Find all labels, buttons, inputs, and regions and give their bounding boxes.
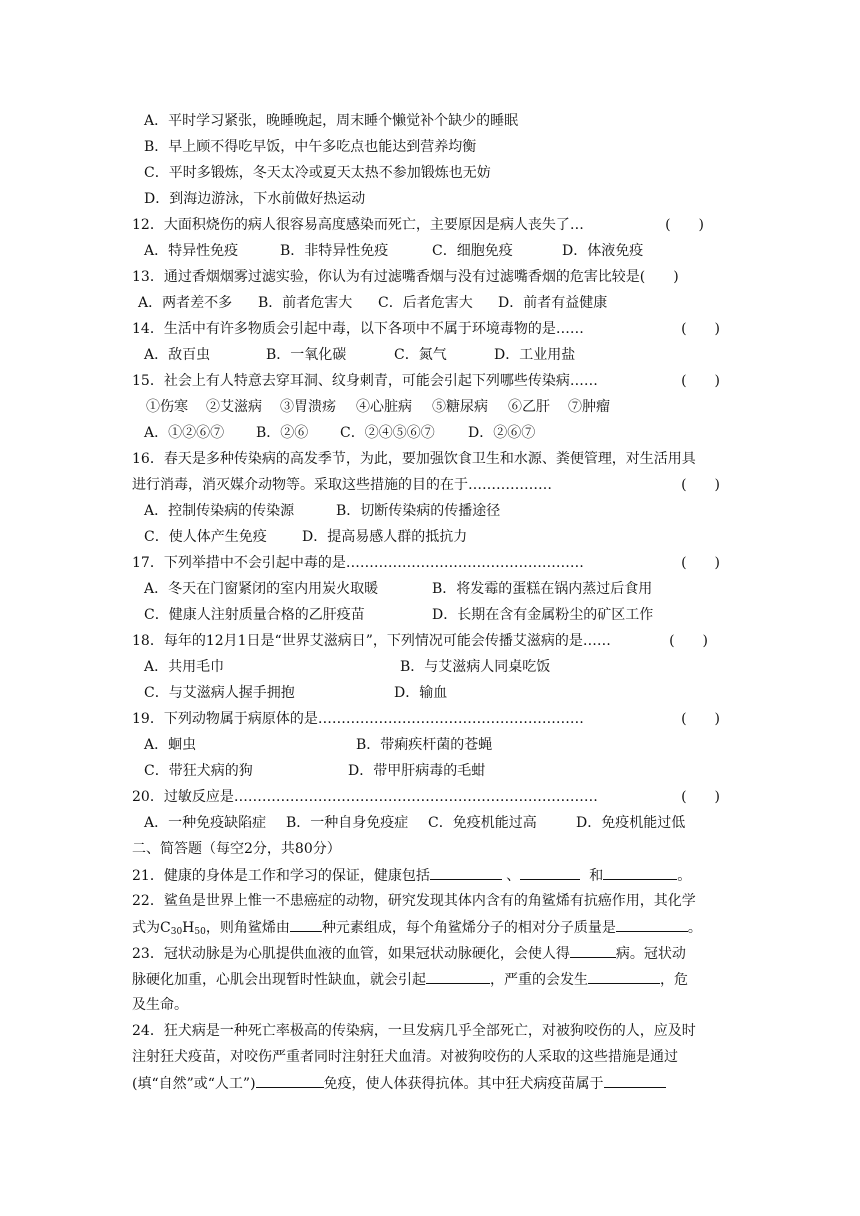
q24-text: [132, 1070, 666, 1097]
q11-option-c: [132, 160, 732, 186]
option-d: D．前者有益健康: [498, 295, 608, 311]
q17-options-row1: [132, 576, 732, 602]
q14-stem: [132, 316, 732, 342]
option-a: A．①②⑥⑦: [144, 425, 225, 441]
q23-line2: [132, 966, 732, 992]
separator: 、: [506, 868, 521, 884]
question-text: 注射狂犬疫苗，对咬伤严重者同时注射狂犬血清。对被狗咬伤的人采取的这些措施是通过: [132, 1049, 678, 1065]
answer-blank[interactable]: [520, 862, 580, 880]
list-item: ③胃溃疡: [280, 399, 336, 415]
q22-line2: [132, 914, 732, 940]
list-item: ⑥乙肝: [508, 399, 550, 415]
option-d: D．②⑥⑦: [468, 425, 536, 441]
question-stem: 18．每年的12月1日是“世界艾滋病日”，下列情况可能会传播艾滋病的是……: [132, 633, 611, 649]
option-a: A．两者差不多: [138, 295, 233, 311]
q11-option-b: [132, 134, 732, 160]
answer-blank[interactable]: [256, 1070, 324, 1088]
q11-option-d: [132, 186, 732, 212]
option-c: C．细胞免疫: [432, 243, 513, 259]
option-b: B．一氧化碳: [266, 347, 347, 363]
answer-blank[interactable]: [570, 940, 616, 958]
option-a: A．控制传染病的传染源: [144, 503, 295, 519]
question-stem: 19．下列动物属于病原体的是…………………………………………………: [132, 711, 584, 727]
list-item: ④心脏病: [356, 399, 412, 415]
q16-options-row1: [132, 498, 732, 524]
subscript: 50: [194, 927, 206, 937]
list-item: ⑦肿瘤: [568, 399, 610, 415]
question-text: (填“自然”或“人工”): [132, 1076, 256, 1092]
q15-options: [132, 420, 732, 446]
option-a: A．蛔虫: [144, 737, 197, 753]
q21-line: [132, 862, 732, 888]
answer-blank[interactable]: [426, 966, 490, 984]
option-d: D．体液免疫: [562, 243, 644, 259]
option-b: B．②⑥: [256, 425, 309, 441]
option-b: B．与艾滋病人同桌吃饭: [400, 659, 551, 675]
q18-stem: [132, 628, 732, 654]
section-title: 二、简答题（每空2分，共80分）: [132, 841, 341, 857]
option-text: B．早上顾不得吃早饭，中午多吃点也能达到营养均衡: [144, 139, 477, 155]
q15-items: [132, 394, 732, 420]
option-c: C．②④⑤⑥⑦: [340, 425, 435, 441]
option-c: C．带狂犬病的狗: [144, 763, 253, 779]
q16-options-row2: [132, 524, 732, 550]
question-text: 21．健康的身体是工作和学习的保证，健康包括: [132, 868, 430, 884]
option-c: C．健康人注射质量合格的乙肝疫苗: [144, 607, 365, 623]
q15-stem: [132, 368, 732, 394]
option-c: C．后者危害大: [378, 295, 473, 311]
answer-bracket: ( ): [665, 217, 704, 233]
q11-option-a: [132, 108, 732, 134]
q21-text: [132, 862, 691, 889]
answer-bracket: ( ): [681, 789, 720, 805]
period: 。: [687, 920, 702, 936]
q23-line1: [132, 940, 732, 966]
answer-bracket: ( ): [681, 711, 720, 727]
question-stem: 14．生活中有许多物质会引起中毒，以下各项中不属于环境毒物的是……: [132, 321, 584, 337]
question-text: 及生命。: [132, 997, 188, 1013]
question-stem: 15．社会上有人特意去穿耳洞、纹身刺青，可能会引起下列哪些传染病……: [132, 373, 598, 389]
option-a: A．特异性免疫: [144, 243, 239, 259]
q19-stem: [132, 706, 732, 732]
question-text: 22．鲨鱼是世界上惟一不患癌症的动物，研究发现其体内含有的角鲨烯有抗癌作用，其化学: [132, 893, 696, 909]
question-stem: 进行消毒，消灭媒介动物等。采取这些措施的目的在于………………: [132, 477, 552, 493]
option-d: D．带甲肝病毒的毛蚶: [348, 763, 486, 779]
q24-line3: [132, 1070, 732, 1096]
option-d: D．输血: [394, 685, 448, 701]
option-c: C．与艾滋病人握手拥抱: [144, 685, 295, 701]
question-text: 免疫，使人体获得抗体。其中狂犬病疫苗属于: [323, 1076, 604, 1092]
question-stem: 13．通过香烟烟雾过滤实验，你认为有过滤嘴香烟与没有过滤嘴香烟的危害比较是( ): [132, 269, 679, 285]
question-stem: 20．过敏反应是……………………………………………………………………: [132, 789, 598, 805]
option-text: D．到海边游泳，下水前做好热运动: [144, 191, 366, 207]
q12-options: [132, 238, 732, 264]
option-a: A．敌百虫: [144, 347, 211, 363]
period: 。: [677, 868, 692, 884]
answer-bracket: ( ): [681, 555, 720, 571]
q24-line1: [132, 1018, 732, 1044]
q13-options: [132, 290, 732, 316]
formula-part: 式为C: [132, 920, 171, 936]
answer-bracket: ( ): [681, 373, 720, 389]
option-a: A．一种免疫缺陷症: [144, 815, 267, 831]
list-item: ①伤寒: [146, 399, 188, 415]
option-text: A．平时学习紧张，晚睡晚起，周末睡个懒觉补个缺少的睡眠: [144, 113, 519, 129]
question-text: 23．冠状动脉是为心肌提供血液的血管，如果冠状动脉硬化，会使人得: [132, 946, 570, 962]
q16-stem-line2: [132, 472, 732, 498]
q23-text: [132, 966, 688, 993]
option-b: B．将发霉的蛋糕在锅内蒸过后食用: [432, 581, 653, 597]
q17-stem: [132, 550, 732, 576]
answer-blank[interactable]: [604, 1070, 666, 1088]
formula-part: H: [182, 920, 195, 936]
option-d: D．长期在含有金属粉尘的矿区工作: [432, 607, 654, 623]
q13-stem: [132, 264, 732, 290]
question-text: 病。冠状动: [615, 946, 686, 962]
exam-content: [132, 108, 732, 1096]
option-b: B．切断传染病的传播途径: [336, 503, 501, 519]
q17-options-row2: [132, 602, 732, 628]
q19-options-row2: [132, 758, 732, 784]
answer-blank[interactable]: [603, 862, 677, 880]
q24-line2: [132, 1044, 732, 1070]
q23-text: [132, 940, 686, 967]
q18-options-row1: [132, 654, 732, 680]
option-b: B．前者危害大: [258, 295, 353, 311]
question-stem: 17．下列举措中不会引起中毒的是……………………………………………: [132, 555, 584, 571]
answer-blank[interactable]: [616, 914, 688, 932]
list-item: ②艾滋病: [206, 399, 262, 415]
connector: 和: [589, 868, 604, 884]
answer-blank[interactable]: [430, 862, 502, 880]
option-b: B．带痢疾杆菌的苍蝇: [356, 737, 493, 753]
list-item: ⑤糖尿病: [432, 399, 488, 415]
question-text: 脉硬化加重，心肌会出现暂时性缺血，就会引起: [132, 972, 426, 988]
q18-options-row2: [132, 680, 732, 706]
option-b: B．一种自身免疫症: [286, 815, 409, 831]
subscript: 30: [170, 927, 183, 937]
question-text: 24．狂犬病是一种死亡率极高的传染病，一旦发病几乎全部死亡，对被狗咬伤的人，应及时: [132, 1023, 696, 1039]
answer-blank[interactable]: [588, 966, 660, 984]
question-text: 种元素组成，每个角鲨烯分子的相对分子质量是: [321, 920, 616, 936]
option-text: C．平时多锻炼，冬天太冷或夏天太热不参加锻炼也无妨: [144, 165, 491, 181]
q22-line1: [132, 888, 732, 914]
question-stem: 12．大面积烧伤的病人很容易高度感染而死亡，主要原因是病人丧失了…: [132, 217, 584, 233]
answer-bracket: ( ): [681, 321, 720, 337]
q20-options: [132, 810, 732, 836]
question-text: ，则角鲨烯由: [205, 920, 290, 936]
q14-options: [132, 342, 732, 368]
answer-bracket: ( ): [669, 633, 708, 649]
question-text: ，危: [660, 972, 688, 988]
q20-stem: [132, 784, 732, 810]
question-text: ，严重的会发生: [490, 972, 588, 988]
answer-blank[interactable]: [290, 914, 322, 932]
option-b: B．非特异性免疫: [280, 243, 389, 259]
option-a: A．共用毛巾: [144, 659, 225, 675]
option-d: D．免疫机能过低: [576, 815, 686, 831]
option-d: D．工业用盐: [494, 347, 576, 363]
q19-options-row1: [132, 732, 732, 758]
q12-stem: [132, 212, 732, 238]
option-c: C．氮气: [394, 347, 447, 363]
option-a: A．冬天在门窗紧闭的室内用炭火取暖: [144, 581, 379, 597]
option-d: D．提高易感人群的抵抗力: [302, 529, 468, 545]
answer-bracket: ( ): [681, 477, 720, 493]
question-stem: 16．春天是多种传染病的高发季节，为此，要加强饮食卫生和水源、粪便管理，对生活用具: [132, 451, 696, 467]
option-c: C．免疫机能过高: [428, 815, 537, 831]
section-heading: [132, 836, 732, 862]
option-c: C．使人体产生免疫: [144, 529, 267, 545]
q23-line3: [132, 992, 732, 1018]
q16-stem-line1: [132, 446, 732, 472]
